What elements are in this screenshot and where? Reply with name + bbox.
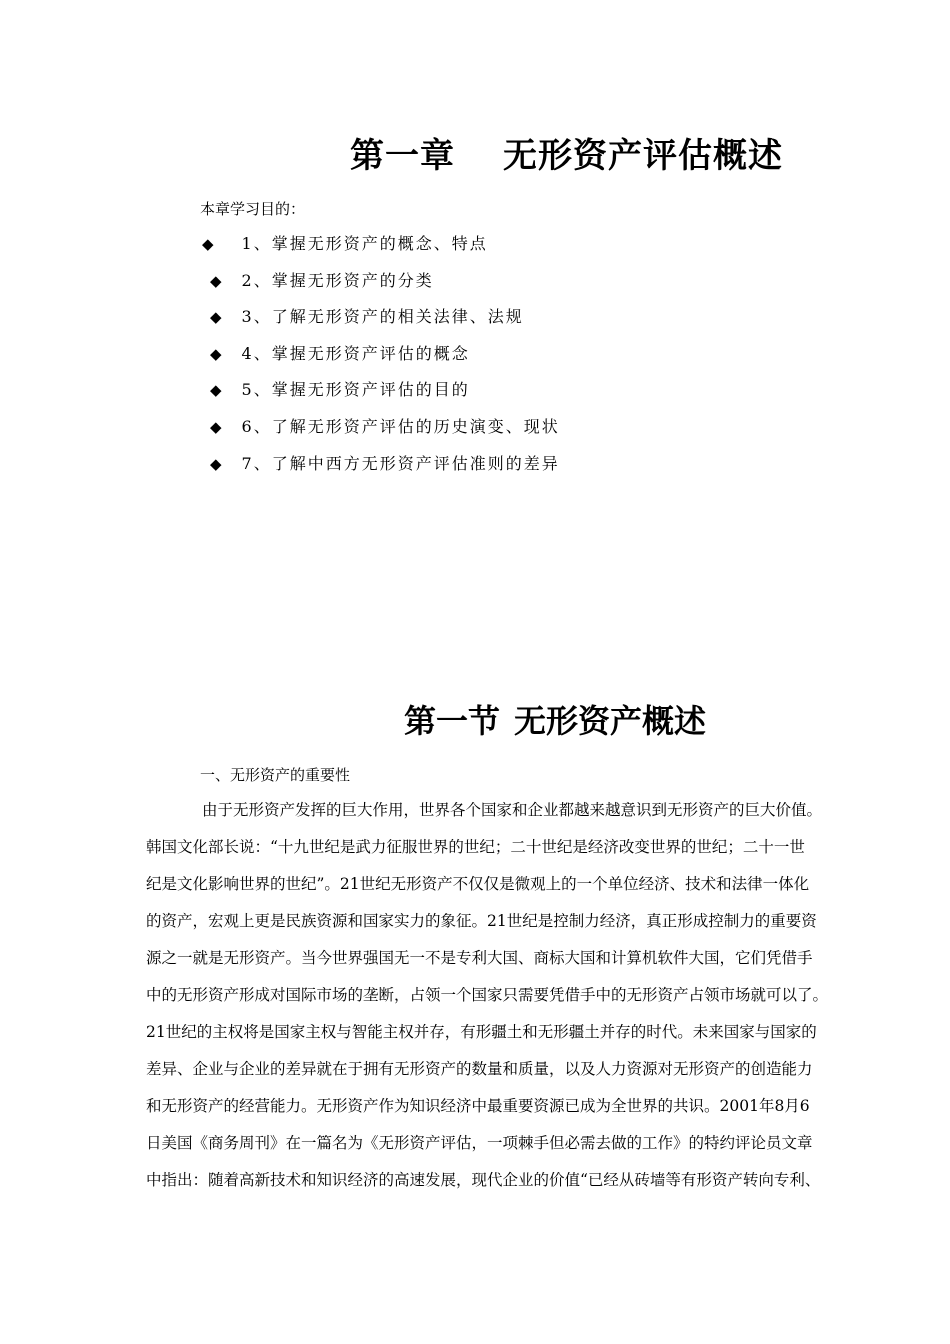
section-title [404, 696, 706, 742]
objective-item: ◆ 2、掌握无形资产的分类 [210, 271, 434, 290]
objective-item: ◆ 6、了解无形资产评估的历史演变、现状 [210, 417, 560, 436]
diamond-bullet-icon: ◆ [210, 272, 224, 290]
objective-item: ◆ 7、了解中西方无形资产评估准则的差异 [210, 454, 560, 473]
objectives-heading: 本章学习目的： [200, 200, 306, 218]
paragraph-line: 的资产，宏观上更是民族资源和国家实力的象征。21世纪是控制力经济，真正形成控制力的重要资 [146, 912, 817, 930]
diamond-bullet-icon: ◆ [210, 345, 224, 363]
diamond-bullet-icon: ◆ [210, 455, 224, 473]
chapter-title-text: 无形资产评估概述 [503, 136, 783, 176]
section-subheading: 一、无形资产的重要性 [200, 766, 351, 784]
objective-item: ◆ 1、掌握无形资产的概念、特点 [202, 234, 488, 253]
section-label: 第一节 [404, 702, 501, 740]
paragraph-line: 韩国文化部长说：“十九世纪是武力征服世界的世纪；二十世纪是经济改变世界的世纪；二十一世 [146, 838, 805, 856]
objective-item: ◆ 4、掌握无形资产评估的概念 [210, 344, 470, 363]
objective-item: ◆ 5、掌握无形资产评估的目的 [210, 380, 470, 399]
paragraph-line: 日美国《商务周刊》在一篇名为《无形资产评估，一项棘手但必需去做的工作》的特约评论员文章 [146, 1134, 813, 1152]
diamond-bullet-icon: ◆ [202, 235, 216, 253]
paragraph-line: 中的无形资产形成对国际市场的垄断，占领一个国家只需要凭借手中的无形资产占领市场就可以了。 [146, 986, 829, 1004]
paragraph-line: 源之一就是无形资产。当今世界强国无一不是专利大国、商标大国和计算机软件大国，它们凭借手 [146, 949, 813, 967]
objective-item: ◆ 3、了解无形资产的相关法律、法规 [210, 307, 524, 326]
chapter-title [350, 128, 783, 177]
paragraph-line: 纪是文化影响世界的世纪”。21世纪无形资产不仅仅是微观上的一个单位经济、技术和法律一体化 [146, 875, 810, 893]
paragraph-line: 中指出：随着高新技术和知识经济的高速发展，现代企业的价值“已经从砖墙等有形资产转向专利、 [146, 1171, 821, 1189]
diamond-bullet-icon: ◆ [210, 308, 224, 326]
paragraph-line: 由于无形资产发挥的巨大作用，世界各个国家和企业都越来越意识到无形资产的巨大价值。 [202, 801, 823, 819]
chapter-label: 第一章 [350, 136, 455, 176]
paragraph-line: 和无形资产的经营能力。无形资产作为知识经济中最重要资源已成为全世界的共识。2001年8月6 [146, 1097, 810, 1115]
paragraph-line: 差异、企业与企业的差异就在于拥有无形资产的数量和质量，以及人力资源对无形资产的创造能力 [146, 1060, 813, 1078]
section-title-text: 无形资产概述 [514, 702, 707, 740]
diamond-bullet-icon: ◆ [210, 418, 224, 436]
diamond-bullet-icon: ◆ [210, 381, 224, 399]
paragraph-line: 21世纪的主权将是国家主权与智能主权并存，有形疆土和无形疆土并存的时代。未来国家与国家的 [146, 1023, 817, 1041]
